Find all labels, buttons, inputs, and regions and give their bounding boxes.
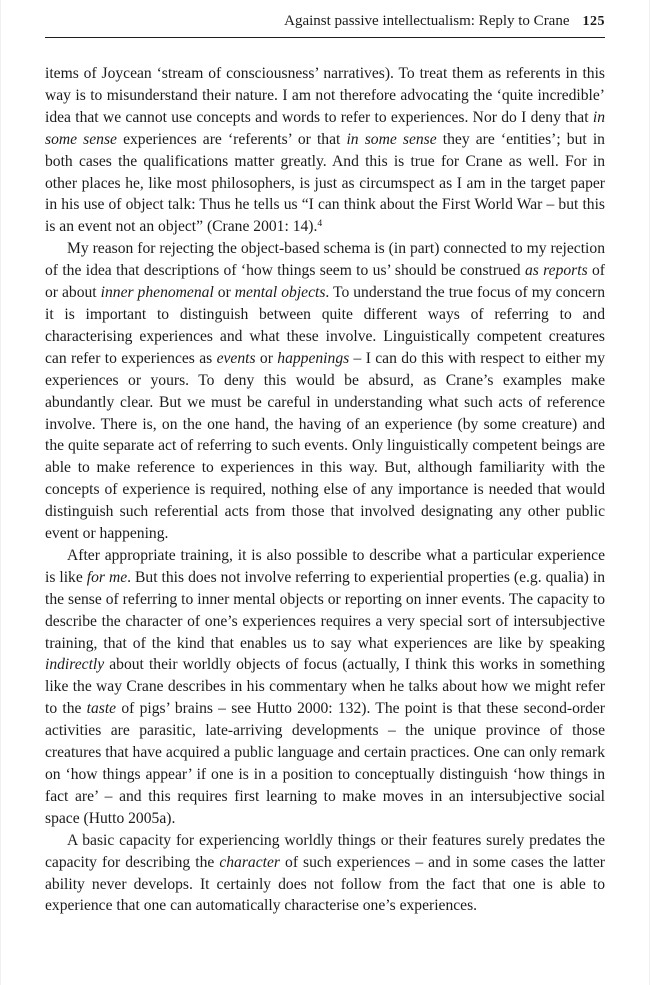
italic-run: in some sense — [346, 130, 437, 148]
header-rule — [45, 37, 605, 38]
running-title: Against passive intellectualism: Reply to Crane — [284, 13, 570, 29]
body-text — [45, 63, 605, 917]
text-run: A basic capacity for experiencing worldly things or their features surely predates the capacity for describing the — [45, 831, 605, 871]
text-run: or — [213, 284, 235, 302]
paragraph — [45, 238, 605, 545]
text-run: . To understand the true focus of my concern it is important to distinguish between quite different ways of referring to and characterising experiences and what these involve. Linguistically competent creatures can refer to experiences as — [45, 284, 606, 367]
text-run: or — [255, 349, 278, 367]
italic-run: mental objects — [234, 284, 326, 302]
italic-run: in some sense — [45, 108, 605, 148]
italic-run: taste — [86, 700, 117, 718]
text-run: experiences are ‘referents’ or that — [116, 130, 347, 148]
italic-run: inner phenomenal — [100, 284, 214, 302]
text-run: My reason for rejecting the object-based schema is (in part) connected to my rejection of the idea that descriptions of ‘how things seem to us’ should be construed — [45, 240, 605, 280]
text-run: of or about — [45, 262, 605, 302]
italic-run: as reports — [524, 262, 588, 280]
italic-run: character — [219, 853, 280, 871]
italic-run: indirectly — [45, 656, 105, 674]
text-run: about their worldly objects of focus (actually, I think this works in something like the way Crane describes in his commentary when he talks about how we might refer to the — [45, 656, 605, 718]
footnote-ref: 4 — [317, 218, 323, 230]
text-run: they are ‘entities’; but in both cases the qualifications matter greatly. And this is true for Crane as well. For in other places he, like most philosophers, is just as circumspect as I am in the target paper in his use of object talk: Thus he tells us “I can think about the First World War – but this is an event not an object” (Crane 2001: 14). — [45, 130, 605, 236]
text-run: – I can do this with respect to either my experiences or yours. To deny this would be absurd, as Crane’s examples make abundantly clear. But we must be careful in understanding what such acts of reference involve. There is, on the one hand, the having of an experience (by some creature) and the quite separate act of referring to such events. Only linguistically competent beings are able to make reference to experiences in this way. But, although familiarity with the concepts of experience is required, nothing else of any importance is needed that would distinguish such referential acts from those that involved designating any other public event or happening. — [45, 349, 605, 543]
text-run: . But this does not involve referring to experiential properties (e.g. qualia) in the sense of referring to inner mental objects or reporting on inner events. The capacity to describe the character of one’s experiences requires a very special sort of intersubjective training, that of the kind that enables us to say what experiences are like by speaking — [45, 568, 605, 652]
paragraph — [45, 63, 605, 238]
page-number: 125 — [582, 14, 605, 29]
text-run: of such experiences – and in some cases the latter ability never develops. It certainly does not follow from the fact that one is able to experience that one can automatically characterise one’s experiences. — [45, 853, 605, 915]
text-run: of pigs’ brains – see Hutto 2000: 132). The point is that these second-order activities are parasitic, late-arriving developments – the unique province of those creatures that have acquired a public language and certain practices. One can only remark on ‘how things appear’ if one is in a position to conceptually distinguish ‘how things in fact are’ – and this requires first learning to make moves in an intersubjective social space (Hutto 2005a). — [45, 700, 605, 827]
paragraph — [45, 545, 605, 830]
italic-run: happenings — [277, 349, 350, 367]
italic-run: events — [216, 349, 256, 367]
paragraph — [45, 830, 605, 918]
italic-run: for me — [86, 568, 128, 586]
running-head — [45, 0, 605, 30]
text-run: items of Joycean ‘stream of consciousness’ narratives). To treat them as referents in this way is to misunderstand their nature. I am not therefore advocating the ‘quite incredible’ idea that we cannot use concepts and words to refer to experiences. Nor do I deny that — [45, 65, 605, 126]
text-run: After appropriate training, it is also possible to describe what a particular experience is like — [45, 546, 605, 586]
